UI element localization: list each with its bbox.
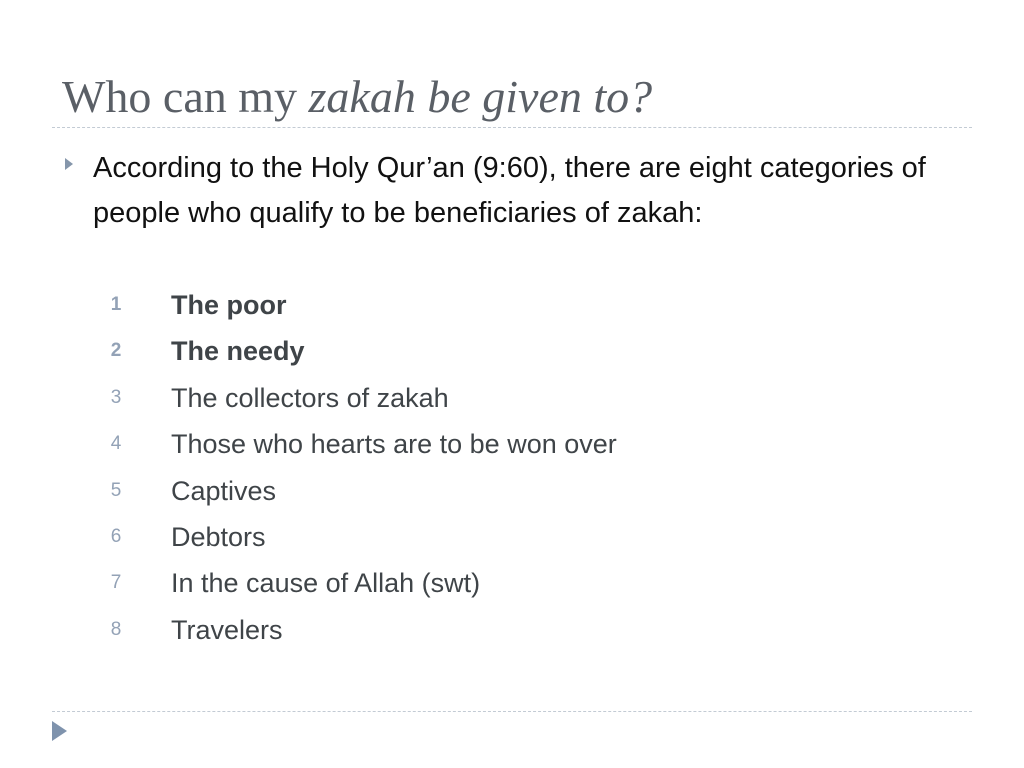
list-item-number: 8 <box>110 618 122 640</box>
next-slide-arrow-icon[interactable] <box>52 721 67 741</box>
intro-text: According to the Holy Qur’an (9:60), there are eight categories of people who qualify to be beneficiaries of zakah: <box>93 152 926 229</box>
list-item-label: The collectors of zakah <box>171 382 449 413</box>
list-item-number: 1 <box>110 294 122 315</box>
list-item-label: Those who hearts are to be won over <box>171 429 617 460</box>
list-item-number: 5 <box>110 479 122 501</box>
list-item-number: 3 <box>110 386 122 408</box>
title-divider <box>52 127 972 128</box>
list-item-label: Captives <box>171 475 277 506</box>
list-item-label: In the cause of Allah (swt) <box>171 568 481 599</box>
list-item-label: Travelers <box>171 614 283 645</box>
list-item-number: 2 <box>110 340 122 362</box>
triangle-bullet-icon <box>65 158 73 170</box>
list-item-number: 4 <box>110 433 122 455</box>
footer-divider <box>52 711 972 712</box>
title-plain-text: Who can my <box>62 71 309 122</box>
list-item-label: The poor <box>171 290 287 320</box>
list-item-label: The needy <box>171 336 305 367</box>
list-item-label: Debtors <box>171 521 266 552</box>
title-italic-text: zakah be given to? <box>308 71 653 122</box>
list-item-number: 6 <box>110 525 122 547</box>
intro-bullet <box>60 146 940 236</box>
slide-title <box>62 70 652 124</box>
list-item-number: 7 <box>110 572 122 594</box>
